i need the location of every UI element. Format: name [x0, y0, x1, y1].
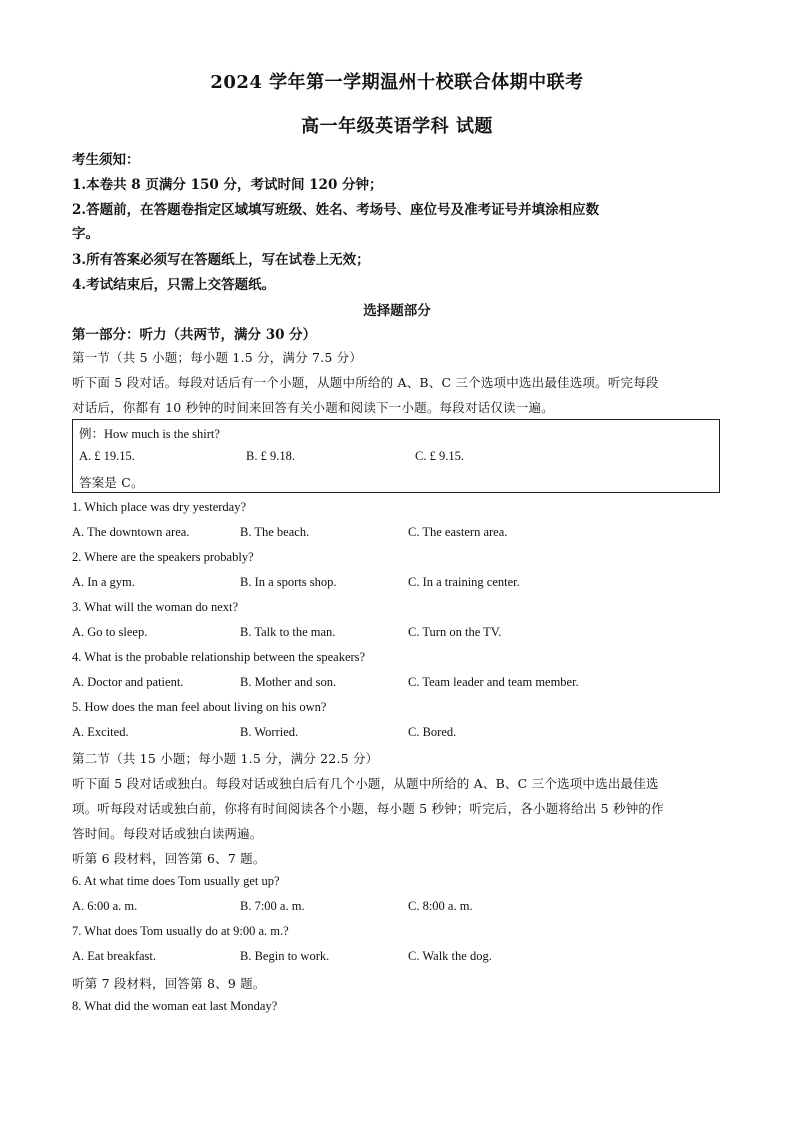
option-a: A. 6:00 a. m. [72, 899, 138, 913]
sec2-title: 第二节（共 15 小题；每小题 1.5 分，满分 22.5 分） [72, 751, 379, 766]
option-a: A. Go to sleep. [72, 625, 148, 639]
example-option-b: B. £ 9.18. [246, 449, 295, 463]
question-text: 4. What is the probable relationship between the speakers? [72, 650, 366, 664]
sec1-instruction: 对话后，你都有 10 秒钟的时间来回答有关小题和阅读下一小题。每段对话仅读一遍。 [72, 400, 554, 415]
option-a: A. The downtown area. [72, 525, 190, 539]
option-b: B. In a sports shop. [240, 575, 337, 589]
notice-item: 3.所有答案必须写在答题纸上，写在试卷上无效； [72, 252, 370, 268]
exam-subtitle: 高一年级英语学科 试题 [301, 116, 493, 137]
question-text: 3. What will the woman do next? [72, 600, 239, 614]
question-text: 8. What did the woman eat last Monday? [72, 999, 278, 1013]
option-b: B. The beach. [240, 525, 310, 539]
option-b: B. Begin to work. [240, 949, 330, 963]
option-b: B. Mother and son. [240, 675, 337, 689]
example-answer: 答案是 C。 [79, 475, 144, 490]
option-c: C. Team leader and team member. [408, 675, 579, 689]
sec2-instruction: 答时间。每段对话或独白读两遍。 [72, 826, 263, 841]
notice-item: 字。 [72, 226, 99, 242]
option-a: A. Doctor and patient. [72, 675, 184, 689]
sec2-instruction: 听下面 5 段对话或独白。每段对话或独白后有几个小题，从题中所给的 A、B、C 三个选项中选出最佳选 [72, 776, 659, 791]
exam-title: 2024 学年第一学期温州十校联合体期中联考 [210, 72, 584, 93]
option-c: C. 8:00 a. m. [408, 899, 473, 913]
question-text: 1. Which place was dry yesterday? [72, 500, 247, 514]
option-a: A. In a gym. [72, 575, 135, 589]
notice-item: 4.考试结束后，只需上交答题纸。 [72, 277, 276, 293]
option-c: C. Bored. [408, 725, 457, 739]
option-c: C. Walk the dog. [408, 949, 492, 963]
sec1-instruction: 听下面 5 段对话。每段对话后有一个小题，从题中所给的 A、B、C 三个选项中选出最佳选项。听完每段 [72, 375, 659, 390]
example-question: 例：How much is the shirt? [79, 427, 220, 441]
option-b: B. Talk to the man. [240, 625, 336, 639]
question-text: 7. What does Tom usually do at 9:00 a. m.? [72, 924, 289, 938]
option-b: B. 7:00 a. m. [240, 899, 305, 913]
option-b: B. Worried. [240, 725, 299, 739]
example-option-a: A. £ 19.15. [79, 449, 135, 463]
example-option-c: C. £ 9.15. [415, 449, 464, 463]
sec2-instruction: 项。听每段对话或独白前，你将有时间阅读各个小题，每小题 5 秒钟；听完后，各小题将给出 5 秒钟的作 [72, 801, 664, 816]
notice-item: 1.本卷共 8 页满分 150 分，考试时间 120 分钟； [72, 177, 383, 193]
option-c: C. Turn on the TV. [408, 625, 502, 639]
sec1-title: 第一节（共 5 小题；每小题 1.5 分，满分 7.5 分） [72, 350, 363, 365]
material-7-label: 听第 7 段材料，回答第 8、9 题。 [72, 976, 266, 991]
option-c: C. In a training center. [408, 575, 520, 589]
section-title: 选择题部分 [363, 303, 431, 319]
notice-heading: 考生须知： [72, 152, 140, 168]
material-6-label: 听第 6 段材料，回答第 6、7 题。 [72, 851, 266, 866]
part1-title: 第一部分：听力（共两节，满分 30 分） [72, 327, 317, 343]
option-a: A. Eat breakfast. [72, 949, 156, 963]
question-text: 5. How does the man feel about living on his own? [72, 700, 327, 714]
option-c: C. The eastern area. [408, 525, 508, 539]
notice-item: 2.答题前，在答题卷指定区域填写班级、姓名、考场号、座位号及准考证号并填涂相应数 [72, 202, 600, 218]
option-a: A. Excited. [72, 725, 129, 739]
question-text: 2. Where are the speakers probably? [72, 550, 254, 564]
question-text: 6. At what time does Tom usually get up? [72, 874, 280, 888]
